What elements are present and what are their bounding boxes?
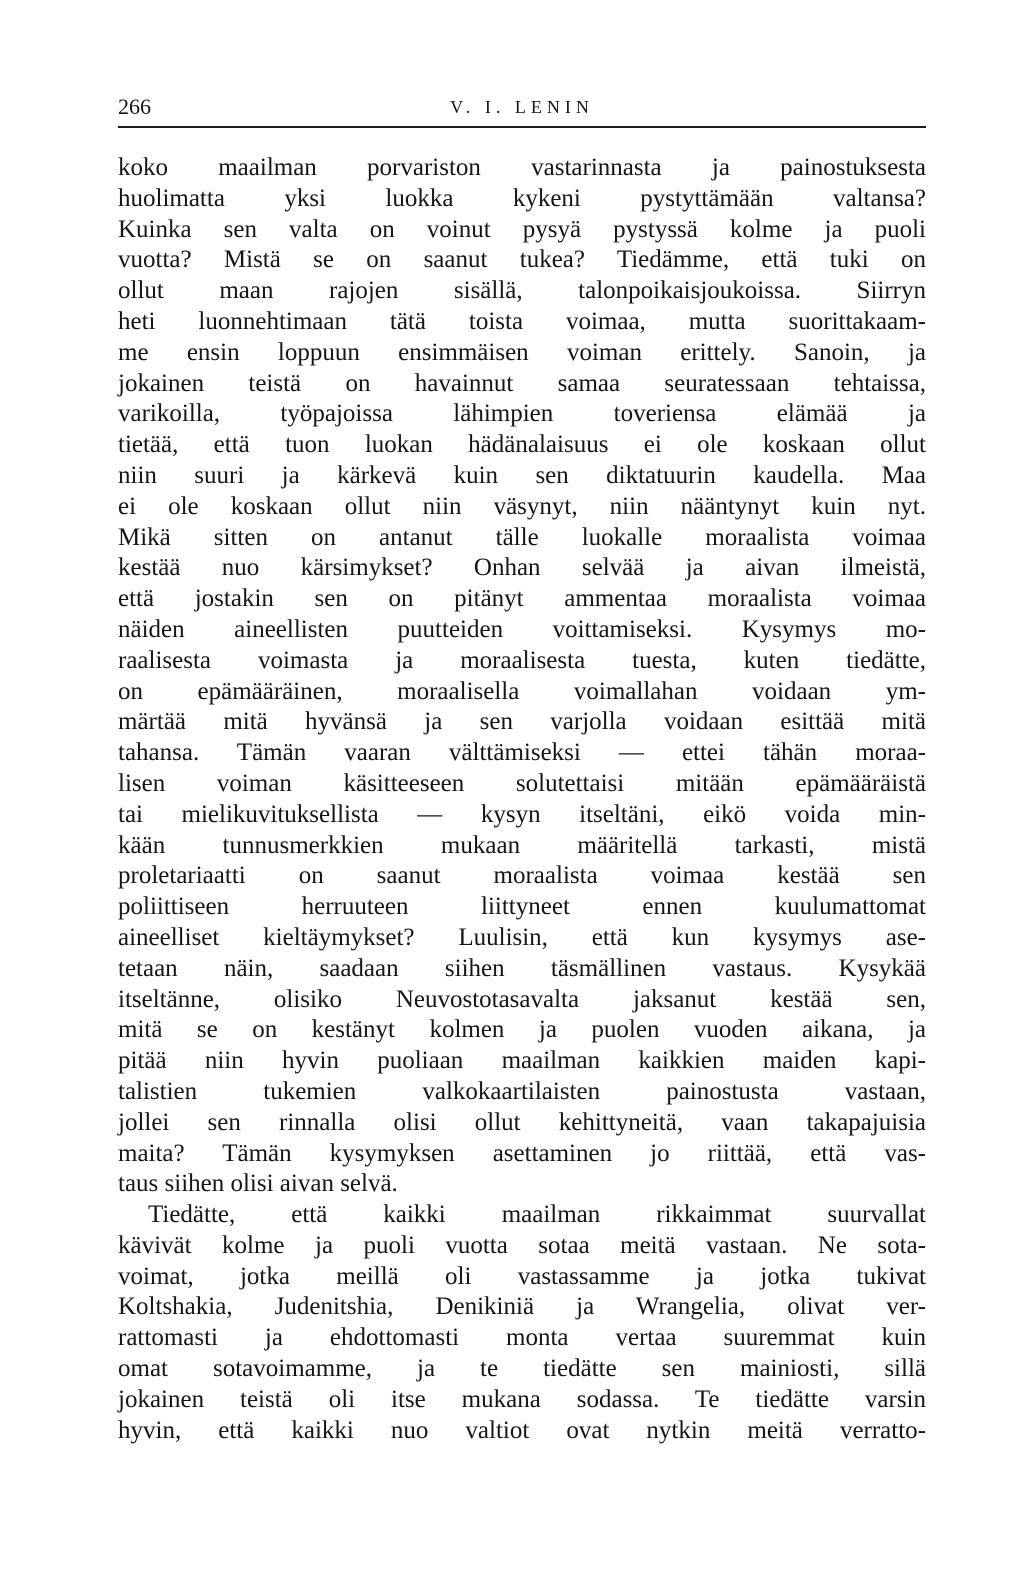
text-line: poliittiseen herruuteen liittyneet ennen kuulumattomat	[118, 893, 926, 921]
page-number: 266	[118, 94, 151, 119]
text-line: mitä se on kestänyt kolmen ja puolen vuoden aikana, ja	[118, 1016, 926, 1044]
text-line: proletariaatti on saanut moraalista voimaa kestää sen	[118, 862, 926, 890]
text-line: jokainen teistä oli itse mukana sodassa. Te tiedätte varsin	[118, 1385, 926, 1413]
text-line: näiden aineellisten puutteiden voittamiseksi. Kysymys mo-	[118, 615, 926, 643]
text-line: vuotta? Mistä se on saanut tukea? Tiedämme, että tuki on	[118, 246, 926, 274]
text-line: on epämääräinen, moraalisella voimallahan voidaan ym-	[118, 677, 926, 705]
text-line: tahansa. Tämän vaaran välttämiseksi — ettei tähän moraa-	[118, 739, 926, 767]
text-line: pitää niin hyvin puoliaan maailman kaikkien maiden kapi-	[118, 1047, 926, 1075]
running-head: V. I. LENIN	[450, 97, 594, 117]
text-line: voimat, jotka meillä oli vastassamme ja jotka tukivat	[118, 1262, 926, 1290]
text-line: tai mielikuvituksellista — kysyn itseltäni, eikö voida min-	[118, 800, 926, 828]
page-header	[118, 92, 926, 128]
text-line: Kuinka sen valta on voinut pysyä pystyssä kolme ja puoli	[118, 215, 926, 243]
body-text	[118, 153, 926, 1446]
text-line: ollut maan rajojen sisällä, talonpoikaisjoukoissa. Siirryn	[118, 277, 926, 305]
text-line: omat sotavoimamme, ja te tiedätte sen mainiosti, sillä	[118, 1355, 926, 1383]
text-line: me ensin loppuun ensimmäisen voiman erittely. Sanoin, ja	[118, 338, 926, 366]
paragraph-first-line: Tiedätte, että kaikki maailman rikkaimmat suurvallat	[148, 1201, 926, 1229]
text-line: maita? Tämän kysymyksen asettaminen jo riittää, että vas-	[118, 1139, 926, 1167]
text-line: hyvin, että kaikki nuo valtiot ovat nytkin meitä verratto-	[118, 1416, 926, 1444]
text-line: kään tunnusmerkkien mukaan määritellä tarkasti, mistä	[118, 831, 926, 859]
text-line: koko maailman porvariston vastarinnasta ja painostuksesta	[118, 154, 926, 181]
text-line: kestää nuo kärsimykset? Onhan selvää ja aivan ilmeistä,	[118, 554, 926, 582]
text-line: jokainen teistä on havainnut samaa seuratessaan tehtaissa,	[118, 369, 926, 397]
text-line: Mikä sitten on antanut tälle luokalle moraalista voimaa	[118, 523, 926, 551]
text-line: itseltänne, olisiko Neuvostotasavalta jaksanut kestää sen,	[118, 985, 926, 1013]
text-line: lisen voiman käsitteeseen solutettaisi mitään epämääräistä	[118, 769, 926, 797]
text-line: ei ole koskaan ollut niin väsynyt, niin nääntynyt kuin nyt.	[118, 492, 926, 520]
text-line: jollei sen rinnalla olisi ollut kehittyneitä, vaan takapajuisia	[118, 1108, 926, 1136]
text-line: raalisesta voimasta ja moraalisesta tuesta, kuten tiedätte,	[118, 646, 926, 674]
text-line: niin suuri ja kärkevä kuin sen diktatuurin kaudella. Maa	[118, 461, 926, 489]
text-line: aineelliset kieltäymykset? Luulisin, että kun kysymys ase-	[118, 923, 926, 951]
text-line: tetaan näin, saadaan siihen täsmällinen vastaus. Kysykää	[118, 954, 926, 982]
text-line: rattomasti ja ehdottomasti monta vertaa suuremmat kuin	[118, 1324, 926, 1352]
text-line: heti luonnehtimaan tätä toista voimaa, mutta suorittakaam-	[118, 307, 926, 335]
text-line: märtää mitä hyvänsä ja sen varjolla voidaan esittää mitä	[118, 708, 926, 736]
text-line: Koltshakia, Judenitshia, Denikiniä ja Wrangelia, olivat ver-	[118, 1293, 926, 1321]
text-line: varikoilla, työpajoissa lähimpien toveriensa elämää ja	[118, 400, 926, 428]
text-line: talistien tukemien valkokaartilaisten painostusta vastaan,	[118, 1077, 926, 1105]
text-line: kävivät kolme ja puoli vuotta sotaa meitä vastaan. Ne sota-	[118, 1231, 926, 1259]
text-line: huolimatta yksi luokka kykeni pystyttämään valtansa?	[118, 184, 926, 212]
text-line: tietää, että tuon luokan hädänalaisuus ei ole koskaan ollut	[118, 431, 926, 459]
paragraph-last-line: taus siihen olisi aivan selvä.	[118, 1170, 398, 1198]
text-line: että jostakin sen on pitänyt ammentaa moraalista voimaa	[118, 585, 926, 613]
